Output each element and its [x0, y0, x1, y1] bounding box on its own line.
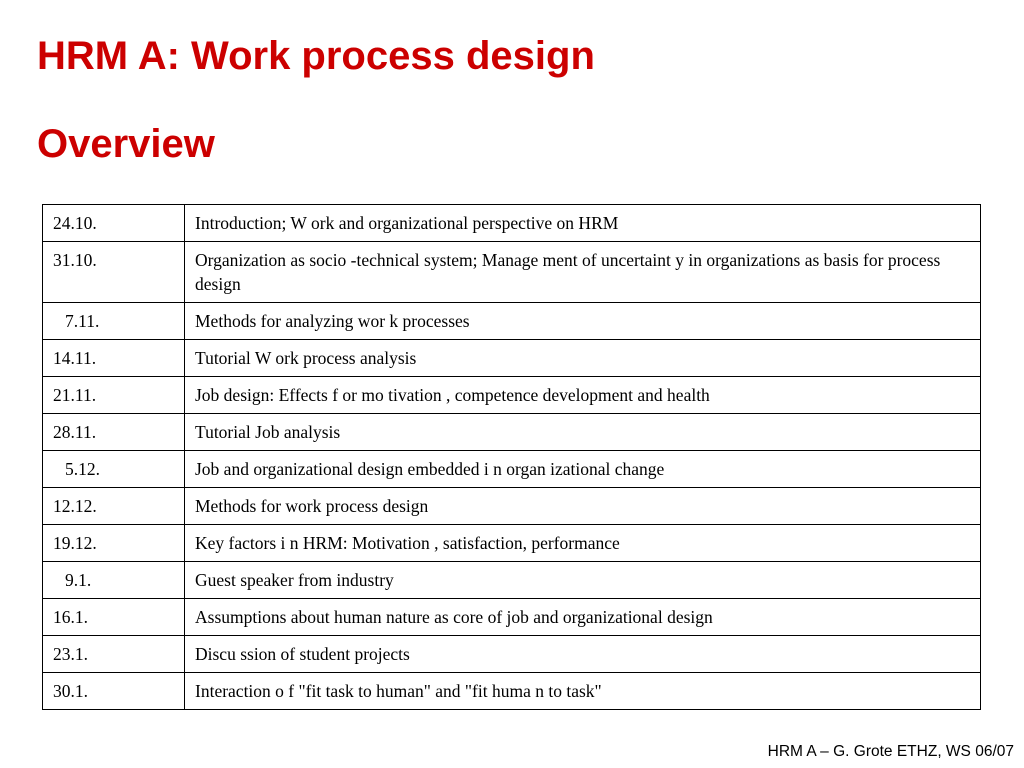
session-date: 14.11.	[43, 340, 185, 377]
session-date: 28.11.	[43, 414, 185, 451]
session-date: 23.1.	[43, 636, 185, 673]
session-topic: Assumptions about human nature as core of job and organizational design	[185, 599, 981, 636]
session-date: 19.12.	[43, 525, 185, 562]
session-date: 7.11.	[43, 303, 185, 340]
session-topic: Introduction; W ork and organizational perspective on HRM	[185, 205, 981, 242]
session-date: 30.1.	[43, 673, 185, 710]
session-topic: Job and organizational design embedded i n organ izational change	[185, 451, 981, 488]
slide-title: HRM A: Work process design	[37, 34, 595, 78]
session-date: 24.10.	[43, 205, 185, 242]
schedule-row	[43, 673, 981, 710]
session-topic: Methods for work process design	[185, 488, 981, 525]
session-topic: Job design: Effects f or mo tivation , competence development and health	[185, 377, 981, 414]
session-topic: Key factors i n HRM: Motivation , satisfaction, performance	[185, 525, 981, 562]
session-date: 9.1.	[43, 562, 185, 599]
session-date: 12.12.	[43, 488, 185, 525]
session-date: 5.12.	[43, 451, 185, 488]
session-date: 16.1.	[43, 599, 185, 636]
schedule-row	[43, 451, 981, 488]
session-topic: Tutorial W ork process analysis	[185, 340, 981, 377]
schedule-row	[43, 205, 981, 242]
schedule-row	[43, 303, 981, 340]
footer-credit: HRM A – G. Grote ETHZ, WS 06/07	[767, 743, 1014, 760]
schedule-row	[43, 488, 981, 525]
session-topic: Interaction o f "fit task to human" and "fit huma n to task"	[185, 673, 981, 710]
session-topic: Guest speaker from industry	[185, 562, 981, 599]
slide-subtitle: Overview	[37, 122, 215, 166]
schedule-row	[43, 636, 981, 673]
schedule-row	[43, 525, 981, 562]
schedule-row	[43, 242, 981, 303]
session-topic: Organization as socio -technical system; Manage ment of uncertaint y in organizations as basis for process design	[185, 242, 981, 303]
schedule-row	[43, 599, 981, 636]
session-topic: Methods for analyzing wor k processes	[185, 303, 981, 340]
session-topic: Discu ssion of student projects	[185, 636, 981, 673]
schedule-row	[43, 340, 981, 377]
session-topic: Tutorial Job analysis	[185, 414, 981, 451]
schedule-table-body	[43, 205, 981, 710]
schedule-table	[42, 204, 981, 710]
schedule-row	[43, 377, 981, 414]
session-date: 31.10.	[43, 242, 185, 303]
session-date: 21.11.	[43, 377, 185, 414]
schedule-row	[43, 562, 981, 599]
schedule-row	[43, 414, 981, 451]
